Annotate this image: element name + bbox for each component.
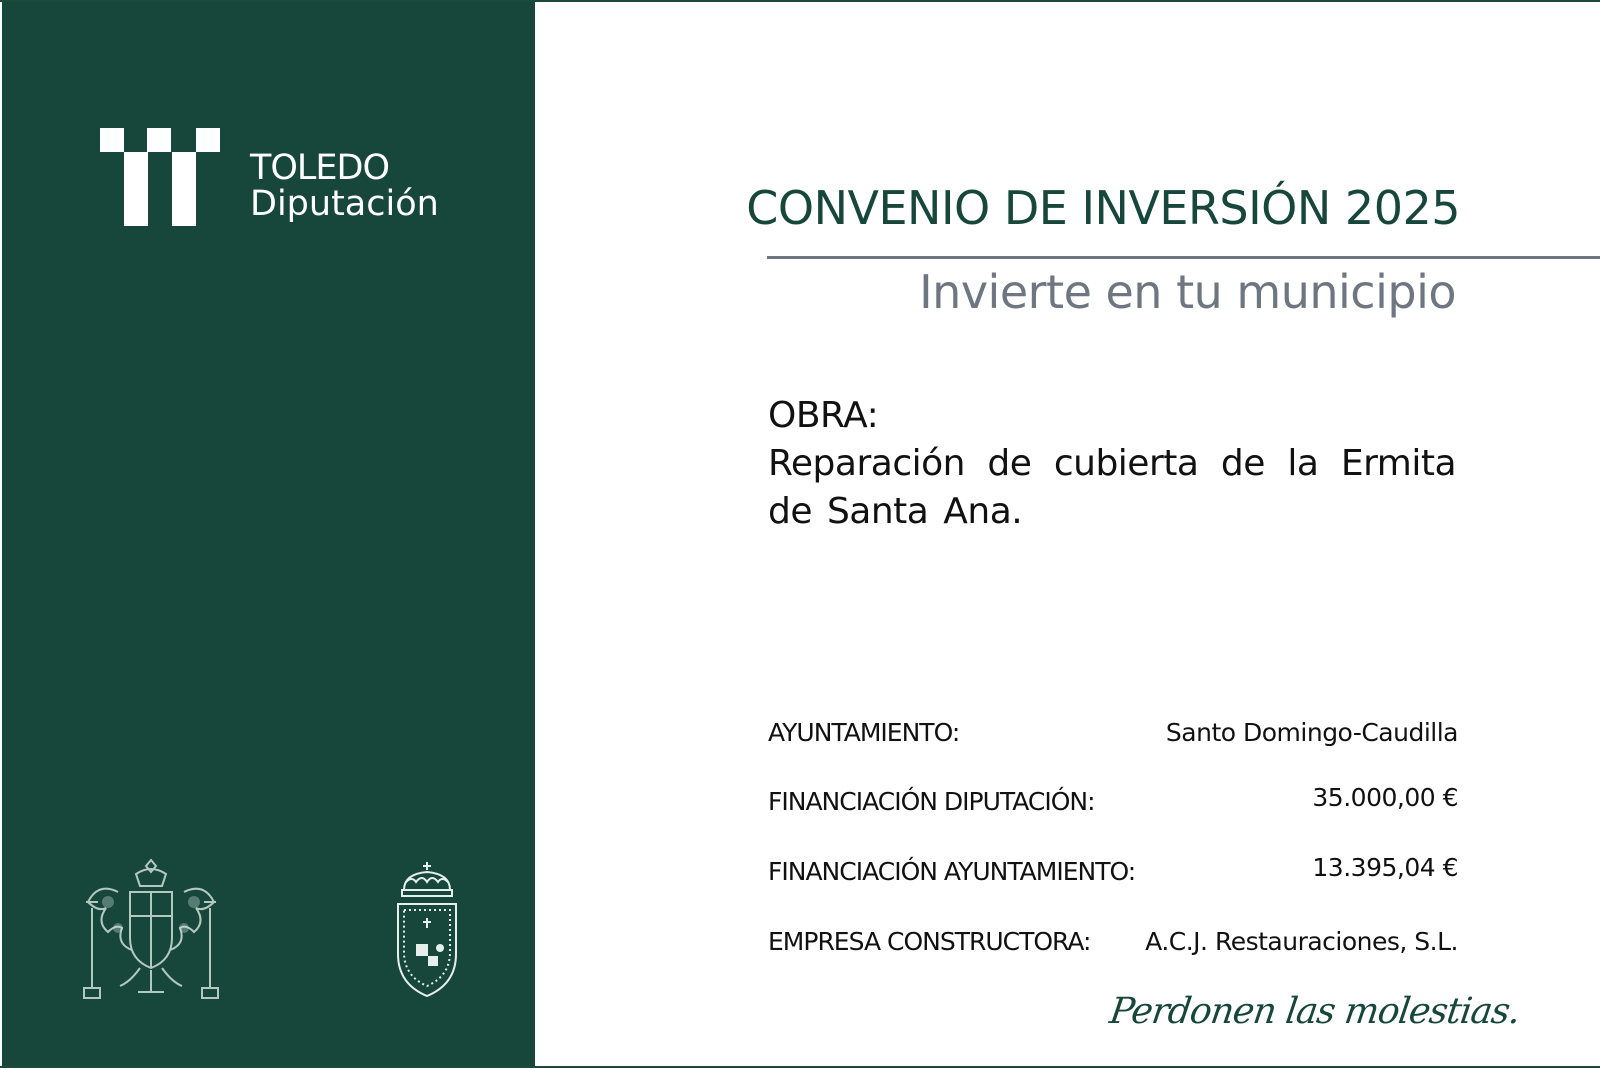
brand-panel [2, 2, 535, 1066]
brand-name: TOLEDO [250, 148, 390, 188]
obra-description: Reparación de cubierta de la Ermita de Santa Ana. [768, 443, 1456, 532]
detail-row-financiacion-diputacion [768, 783, 1458, 817]
detail-label: AYUNTAMIENTO: [768, 718, 960, 747]
detail-row-financiacion-ayuntamiento [768, 853, 1458, 887]
brand-wordmark [250, 150, 439, 222]
municipal-crowned-shield-icon [392, 860, 462, 1000]
obra-label: OBRA: [768, 395, 879, 436]
title-divider [767, 256, 1600, 259]
detail-label: FINANCIACIÓN AYUNTAMIENTO: [768, 857, 1136, 886]
provincial-coat-of-arms-icon [78, 852, 224, 1004]
brand-subname: Diputación [250, 184, 439, 224]
toledo-logo-icon [100, 128, 226, 228]
detail-value: A.C.J. Restauraciones, S.L. [1145, 927, 1458, 956]
detail-value: Santo Domingo-Caudilla [1165, 718, 1458, 747]
closing-message: Perdonen las molestias. [1107, 991, 1523, 1032]
detail-row-empresa-constructora [768, 925, 1458, 959]
detail-value: 13.395,04 € [1312, 853, 1458, 882]
detail-value: 35.000,00 € [1312, 783, 1458, 812]
detail-row-ayuntamiento [768, 716, 1458, 750]
sign-title: CONVENIO DE INVERSIÓN 2025 [746, 181, 1460, 235]
sign-subtitle: Invierte en tu municipio [919, 265, 1456, 319]
detail-label: EMPRESA CONSTRUCTORA: [768, 927, 1091, 956]
detail-label: FINANCIACIÓN DIPUTACIÓN: [768, 787, 1095, 816]
